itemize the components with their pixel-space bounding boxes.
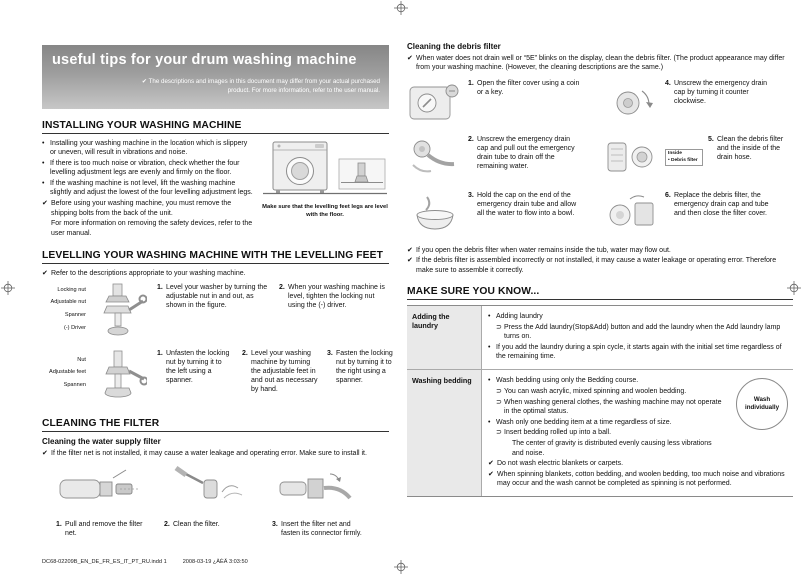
step-item bbox=[157, 283, 270, 341]
bullet-marker bbox=[504, 439, 512, 458]
filter-note bbox=[42, 449, 389, 458]
list-item bbox=[496, 387, 725, 396]
installing-bullets bbox=[42, 139, 255, 239]
step-text: Unscrew the emergency drain cap by turning it counter clockwise. bbox=[674, 79, 767, 105]
section-levelling bbox=[42, 250, 393, 406]
step-number: 1. bbox=[157, 283, 163, 291]
step-text: Replace the debris filter, the emergency drain cap and tube and then close the filter cover. bbox=[674, 191, 769, 217]
list-item bbox=[488, 418, 725, 427]
filter-step-2 bbox=[164, 464, 260, 538]
list-item bbox=[488, 470, 787, 489]
table-row-content bbox=[482, 306, 793, 369]
section-heading-make-sure: MAKE SURE YOU KNOW... bbox=[407, 286, 793, 300]
levelling-method-2 bbox=[42, 349, 393, 407]
diagram-label: Locking nut bbox=[57, 286, 86, 293]
diagram-label: Adjustable feet bbox=[48, 369, 86, 376]
wash-individually-badge bbox=[736, 378, 788, 430]
section-heading-installing: INSTALLING YOUR WASHING MACHINE bbox=[42, 120, 389, 134]
debris-step-2 bbox=[407, 135, 596, 181]
list-item bbox=[504, 439, 725, 458]
debris-step-1 bbox=[407, 79, 596, 125]
list-item-text: If the washing machine is not level, lift the washing machine slightly and adjust the lowest of the four levelling adjustment legs. bbox=[50, 180, 253, 197]
bullet-marker: • bbox=[488, 312, 491, 320]
table-row-label: Washing bedding bbox=[407, 370, 482, 496]
list-item-text: Insert bedding rolled up into a ball. bbox=[504, 429, 612, 437]
filter-step-2-illustration bbox=[164, 464, 256, 512]
step-number: 1. bbox=[56, 521, 62, 529]
step-number: 3. bbox=[272, 521, 278, 529]
banner-note: ✔ The descriptions and images in this document may differ from your actual purchased product. For more information, refer to the user manual. bbox=[141, 78, 380, 95]
section-heading-cleaning-filter: CLEANING THE FILTER bbox=[42, 418, 389, 432]
step-item bbox=[708, 135, 786, 181]
list-item bbox=[496, 428, 725, 437]
page-banner bbox=[42, 45, 389, 109]
arrow-marker: ⊃ bbox=[496, 429, 502, 437]
installing-figure bbox=[261, 139, 389, 239]
list-item-text: If you add the laundry during a spin cycle, it starts again with the initial set time regardless of the remaining time. bbox=[496, 343, 782, 361]
diagram-labels bbox=[42, 349, 86, 407]
subheading-debris-filter: Cleaning the debris filter bbox=[407, 42, 501, 51]
filter-step-3-illustration bbox=[272, 464, 364, 512]
list-item bbox=[488, 376, 725, 385]
step-item bbox=[665, 79, 777, 125]
debris-note bbox=[407, 54, 793, 73]
list-item-text: Adding laundry bbox=[496, 312, 543, 320]
step-item bbox=[157, 349, 233, 407]
step-text: Unfasten the locking nut by turning it to the left using a spanner. bbox=[166, 349, 230, 385]
list-item bbox=[488, 343, 787, 362]
table-row bbox=[407, 369, 793, 496]
registration-mark-icon bbox=[1, 281, 15, 295]
page-title: useful tips for your drum washing machine bbox=[52, 52, 357, 68]
section-debris-filter bbox=[407, 42, 793, 275]
step-number: 1. bbox=[468, 79, 474, 87]
warning-text: If the debris filter is assembled incorrectly or not installed, it may cause a water leakage or operating error. Therefore make sure to assemble it correctly. bbox=[416, 257, 777, 274]
debris-warnings bbox=[407, 246, 793, 275]
list-item bbox=[496, 323, 787, 342]
debris-step-6-illustration bbox=[604, 191, 660, 237]
bullet-marker bbox=[42, 219, 51, 238]
step-number: 4. bbox=[665, 79, 671, 87]
diagram-label: Spannen bbox=[63, 382, 86, 389]
section-make-sure bbox=[407, 286, 793, 497]
levelling-note bbox=[42, 269, 389, 278]
list-item-text: You can wash acrylic, mixed spinning and woolen bedding. bbox=[504, 387, 687, 395]
step-item bbox=[665, 191, 777, 237]
step-item bbox=[468, 79, 580, 125]
step-text: Clean the filter. bbox=[173, 521, 220, 529]
step-item bbox=[327, 349, 403, 407]
debris-step-5 bbox=[604, 135, 793, 181]
list-item bbox=[488, 312, 787, 321]
debris-step-1-illustration bbox=[407, 79, 463, 125]
step-text: Clean the debris filter and the inside of the drain hose. bbox=[717, 135, 784, 161]
list-item bbox=[42, 219, 255, 238]
list-item bbox=[42, 179, 255, 198]
step-text: Fasten the locking nut by turning it to the right using a spanner. bbox=[336, 349, 393, 385]
filter-step-1 bbox=[56, 464, 152, 538]
warning-text: If you open the debris filter when water remains inside the tub, water may flow out. bbox=[416, 246, 671, 254]
step-item bbox=[468, 191, 580, 237]
list-item-text: Do not wash electric blankets or carpets. bbox=[497, 460, 624, 468]
step-item bbox=[164, 520, 260, 529]
debris-step-5-illustration bbox=[604, 135, 660, 181]
check-marker: ✔ bbox=[488, 460, 494, 468]
diagram-label: Adjustable nut bbox=[50, 299, 86, 306]
levelling-diagram-2 bbox=[42, 349, 148, 407]
step-text: Level your washer by turning the adjustable nut in and out, as shown in the figure. bbox=[166, 283, 268, 309]
table-row-content bbox=[482, 370, 793, 496]
diagram-label: Spanner bbox=[64, 312, 86, 319]
list-item bbox=[496, 398, 725, 417]
section-heading-levelling: LEVELLING YOUR WASHING MACHINE WITH THE LEVELLING FEET bbox=[42, 250, 389, 264]
check-marker: ✔ bbox=[42, 200, 48, 208]
debris-step-3 bbox=[407, 191, 596, 237]
list-item-text: Press the Add laundry(Stop&Add) button and add the laundry when the Add laundry lamp turns on. bbox=[504, 323, 781, 341]
warning-item bbox=[407, 256, 793, 275]
list-item-text: Installing your washing machine in the location which is slippery or uneven, will result in vibrations and noise. bbox=[50, 140, 248, 157]
note-text: If the filter net is not installed, it may cause a water leakage and operating error. Make sure to install it. bbox=[51, 449, 367, 457]
table-row-label: Adding the laundry bbox=[407, 306, 482, 369]
step-number: 6. bbox=[665, 191, 671, 199]
footer-filename: DC68-02209B_EN_DE_FR_ES_IT_PT_RU.indd 1 bbox=[42, 559, 167, 565]
list-item-text: If there is too much noise or vibration, check whether the four levelling adjustment legs are evenly and firmly on the floor. bbox=[50, 160, 240, 177]
debris-step-6 bbox=[604, 191, 793, 237]
step-number: 1. bbox=[157, 349, 163, 357]
bullet-marker: • bbox=[488, 418, 491, 426]
registration-mark-icon bbox=[394, 1, 408, 15]
badge-text: Wash individually bbox=[744, 395, 780, 411]
arrow-marker: ⊃ bbox=[496, 323, 502, 331]
step-number: 2. bbox=[279, 283, 285, 291]
print-footer bbox=[42, 559, 248, 565]
adjustable-nut-illustration bbox=[89, 283, 147, 341]
footer-datetime: 2008-03-19 ¿ÀÈÄ 3:03:50 bbox=[182, 559, 248, 565]
note-text: Refer to the descriptions appropriate to your washing machine. bbox=[51, 270, 246, 278]
check-marker: ✔ bbox=[42, 449, 48, 457]
check-marker: ✔ bbox=[488, 471, 494, 479]
diagram-label: Nut bbox=[77, 356, 86, 363]
step-item bbox=[242, 349, 318, 407]
debris-filter-label: • Debris filter bbox=[668, 157, 698, 163]
levelling-method-1 bbox=[42, 283, 389, 341]
debris-image-labels bbox=[665, 149, 703, 166]
step-item bbox=[272, 520, 368, 538]
arrow-marker: ⊃ bbox=[496, 398, 502, 406]
list-item-text: Before using your washing machine, you must remove the shipping bolts from the back of the unit. bbox=[51, 200, 232, 217]
check-marker: ✔ bbox=[42, 270, 48, 278]
list-item-text: The center of gravity is distributed evenly causing less vibrations and noise. bbox=[512, 440, 712, 457]
list-item-text: For more information on removing the safety devices, refer to the user manual. bbox=[51, 220, 253, 237]
list-item bbox=[42, 159, 255, 178]
bullet-marker: • bbox=[488, 343, 491, 351]
list-item-text: When spinning blankets, cotton bedding, and woolen bedding, too much noise and vibrations may occur and the wash cannot be completed as spinning is not performed. bbox=[497, 471, 785, 488]
make-sure-table bbox=[407, 305, 793, 497]
step-number: 2. bbox=[468, 135, 474, 143]
debris-step-2-illustration bbox=[407, 135, 463, 181]
washer-illustration bbox=[261, 139, 389, 197]
figure-caption: Make sure that the levelling feet legs are level with the floor. bbox=[262, 204, 388, 218]
debris-steps-grid bbox=[407, 79, 793, 237]
step-text: Unscrew the emergency drain cap and pull out the emergency drain tube to drain off the remaining water. bbox=[477, 135, 575, 170]
bullet-marker: • bbox=[488, 376, 491, 384]
check-marker: ✔ bbox=[407, 257, 413, 265]
step-number: 2. bbox=[242, 349, 248, 357]
subheading-water-supply-filter: Cleaning the water supply filter bbox=[42, 436, 161, 446]
levelling-diagram-1 bbox=[42, 283, 148, 341]
list-item-text: When washing general clothes, the washing machine may not operate in the optimal status. bbox=[504, 398, 722, 415]
diagram-label: (-) Driver bbox=[63, 324, 86, 331]
section-cleaning-filter bbox=[42, 418, 389, 538]
check-marker: ✔ bbox=[407, 246, 413, 254]
list-item bbox=[42, 139, 255, 158]
debris-step-4-illustration bbox=[604, 79, 660, 125]
debris-step-3-illustration bbox=[407, 191, 463, 237]
bullet-marker: • bbox=[42, 140, 45, 147]
step-text: Open the filter cover using a coin or a key. bbox=[477, 79, 580, 96]
filter-step-1-illustration bbox=[56, 464, 148, 512]
step-number: 5. bbox=[708, 135, 714, 143]
filter-step-3 bbox=[272, 464, 368, 538]
arrow-marker: ⊃ bbox=[496, 387, 502, 395]
step-text: Hold the cap on the end of the emergency drain tube and allow all the water to flow into a bowl. bbox=[477, 191, 577, 217]
adjustable-feet-illustration bbox=[89, 349, 147, 407]
left-column bbox=[42, 45, 393, 538]
inside-label: Inside bbox=[668, 151, 682, 157]
list-item bbox=[488, 459, 787, 468]
step-item bbox=[56, 520, 152, 538]
step-number: 3. bbox=[468, 191, 474, 199]
bullet-marker: • bbox=[42, 180, 45, 188]
bullet-marker: • bbox=[42, 160, 45, 168]
registration-mark-icon bbox=[394, 560, 408, 574]
step-text: Insert the filter net and fasten its connector firmly. bbox=[281, 521, 362, 538]
step-text: When your washing machine is level, tighten the locking nut using the (-) driver. bbox=[288, 283, 385, 309]
step-number: 2. bbox=[164, 521, 170, 529]
warning-item bbox=[407, 246, 793, 255]
right-column bbox=[407, 42, 793, 497]
step-text: Level your washing machine by turning the adjustable feet in and out as necessary by hand. bbox=[251, 349, 318, 394]
table-row bbox=[407, 306, 793, 369]
list-item bbox=[42, 199, 255, 218]
list-item-text: Wash bedding using only the Bedding course. bbox=[496, 376, 639, 384]
check-marker: ✔ bbox=[407, 55, 413, 62]
note-text: When water does not drain well or “5E” blinks on the display, clean the debris filter. (The product appearance may differ from your washing machine. (However, the cleaning descriptions are the same.) bbox=[416, 55, 785, 72]
step-number: 3. bbox=[327, 349, 333, 357]
filter-steps bbox=[56, 464, 389, 538]
diagram-labels bbox=[42, 283, 86, 341]
step-item bbox=[468, 135, 580, 181]
step-item bbox=[279, 283, 392, 341]
list-item-text: Wash only one bedding item at a time regardless of size. bbox=[496, 418, 672, 426]
step-text: Pull and remove the filter net. bbox=[65, 521, 143, 538]
section-installing bbox=[42, 120, 389, 239]
debris-step-4 bbox=[604, 79, 793, 125]
